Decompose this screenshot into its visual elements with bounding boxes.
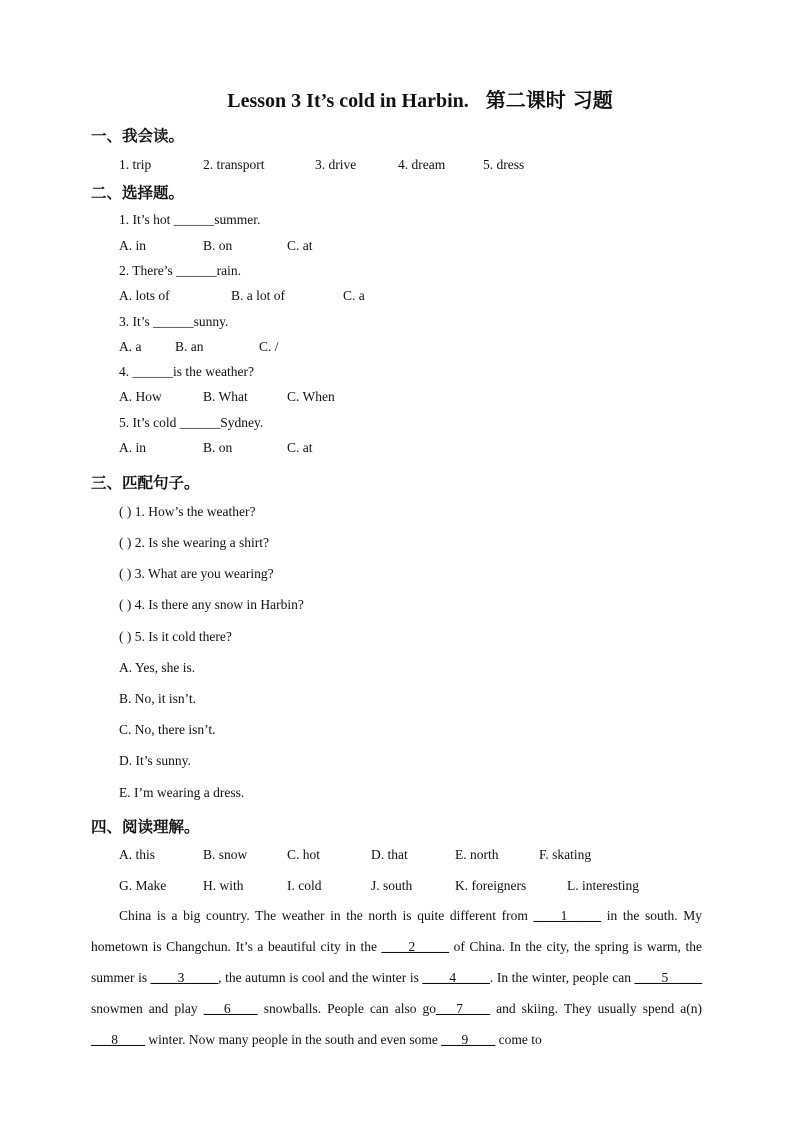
passage-text: My hometown is Changchun. It’s a beautiful city in the xyxy=(91,908,703,954)
passage-text: people can xyxy=(572,970,635,985)
match-answer: C. No, there isn’t. xyxy=(119,722,216,737)
choice-question: 2. There’s ______rain. xyxy=(119,263,241,278)
match-answer: E. I’m wearing a dress. xyxy=(119,785,245,800)
match-answer: D. It’s sunny. xyxy=(119,753,191,768)
read-word: 3. drive xyxy=(315,157,357,172)
passage-text: winter. Now many people in the south and even some xyxy=(145,1032,442,1047)
blank-4[interactable]: ____4_____ xyxy=(422,970,490,985)
page-title xyxy=(0,84,794,113)
word-bank-item: I. cold xyxy=(287,878,322,893)
blank-9[interactable]: ___9____ xyxy=(441,1032,496,1047)
choice-option: A. How xyxy=(119,389,162,404)
match-answer: B. No, it isn’t. xyxy=(119,691,197,706)
match-question: ( ) 4. Is there any snow in Harbin? xyxy=(119,597,304,612)
choice-option: B. a lot of xyxy=(231,288,285,303)
section-heading-reading: 四、阅读理解。 xyxy=(91,818,200,836)
section-heading-choice: 二、选择题。 xyxy=(91,184,185,202)
passage-text: They usually spend a(n) xyxy=(563,1001,703,1016)
choice-option: A. in xyxy=(119,238,146,253)
word-bank-item: C. hot xyxy=(287,847,321,862)
word-bank-item: L. interesting xyxy=(567,878,639,893)
choice-option: C. / xyxy=(259,339,279,354)
word-bank-item: B. snow xyxy=(203,847,248,862)
section-heading-read: 一、我会读。 xyxy=(91,127,185,145)
passage-text: come to xyxy=(495,1032,542,1047)
word-bank-item: J. south xyxy=(371,878,413,893)
passage-text: . In the winter, xyxy=(489,970,570,985)
choice-option: B. an xyxy=(175,339,204,354)
choice-option: B. What xyxy=(203,389,248,404)
passage-text: and skiing. xyxy=(490,1001,559,1016)
choice-question: 1. It’s hot ______summer. xyxy=(119,212,261,227)
choice-question: 3. It’s ______sunny. xyxy=(119,314,229,329)
choice-question: 4. ______is the weather? xyxy=(119,364,254,379)
blank-5[interactable]: ____5_____ xyxy=(634,970,703,985)
word-bank-item: G. Make xyxy=(119,878,167,893)
blank-6[interactable]: ___6____ xyxy=(203,1001,258,1016)
blank-1[interactable]: ____1_____ xyxy=(533,908,602,923)
blank-7[interactable]: ___7____ xyxy=(436,1001,491,1016)
passage-text: warm, the summer is xyxy=(91,939,702,985)
choice-option: B. on xyxy=(203,440,233,455)
match-answer: A. Yes, she is. xyxy=(119,660,196,675)
word-bank-item: E. north xyxy=(455,847,499,862)
choice-option: C. a xyxy=(343,288,365,303)
choice-option: C. When xyxy=(287,389,335,404)
read-word: 1. trip xyxy=(119,157,152,172)
match-question: ( ) 5. Is it cold there? xyxy=(119,629,232,644)
choice-option: A. in xyxy=(119,440,146,455)
word-bank-item: K. foreigners xyxy=(455,878,527,893)
choice-option: A. a xyxy=(119,339,142,354)
title-english: Lesson 3 It’s cold in Harbin. xyxy=(227,90,469,112)
section-heading-match: 三、匹配句子。 xyxy=(91,474,200,492)
passage-text: in the south. xyxy=(601,908,678,923)
choice-option: C. at xyxy=(287,238,313,253)
word-bank-item: F. skating xyxy=(539,847,592,862)
choice-option: B. on xyxy=(203,238,233,253)
blank-2[interactable]: ____2_____ xyxy=(381,939,450,954)
passage-text: snowballs. People can also go xyxy=(257,1001,437,1016)
reading-passage xyxy=(91,900,702,1055)
passage-text: China is a big country. The weather in the north is quite different from xyxy=(119,908,534,923)
title-chinese: 第二课时 习题 xyxy=(485,88,613,112)
match-question: ( ) 2. Is she wearing a shirt? xyxy=(119,535,269,550)
passage-text: snowmen and play xyxy=(91,1001,204,1016)
passage-text: of China. In the city, the spring is xyxy=(449,939,643,954)
read-word: 5. dress xyxy=(483,157,525,172)
word-bank-item: H. with xyxy=(203,878,244,893)
read-word: 2. transport xyxy=(203,157,265,172)
read-word: 4. dream xyxy=(398,157,446,172)
choice-question: 5. It’s cold ______Sydney. xyxy=(119,415,264,430)
choice-option: C. at xyxy=(287,440,313,455)
word-bank-item: D. that xyxy=(371,847,408,862)
choice-option: A. lots of xyxy=(119,288,170,303)
match-question: ( ) 3. What are you wearing? xyxy=(119,566,274,581)
word-bank-item: A. this xyxy=(119,847,156,862)
blank-3[interactable]: ____3_____ xyxy=(150,970,219,985)
blank-8[interactable]: ___8____ xyxy=(91,1032,145,1047)
passage-text: , the autumn is cool and the winter is xyxy=(218,970,423,985)
match-question: ( ) 1. How’s the weather? xyxy=(119,504,256,519)
